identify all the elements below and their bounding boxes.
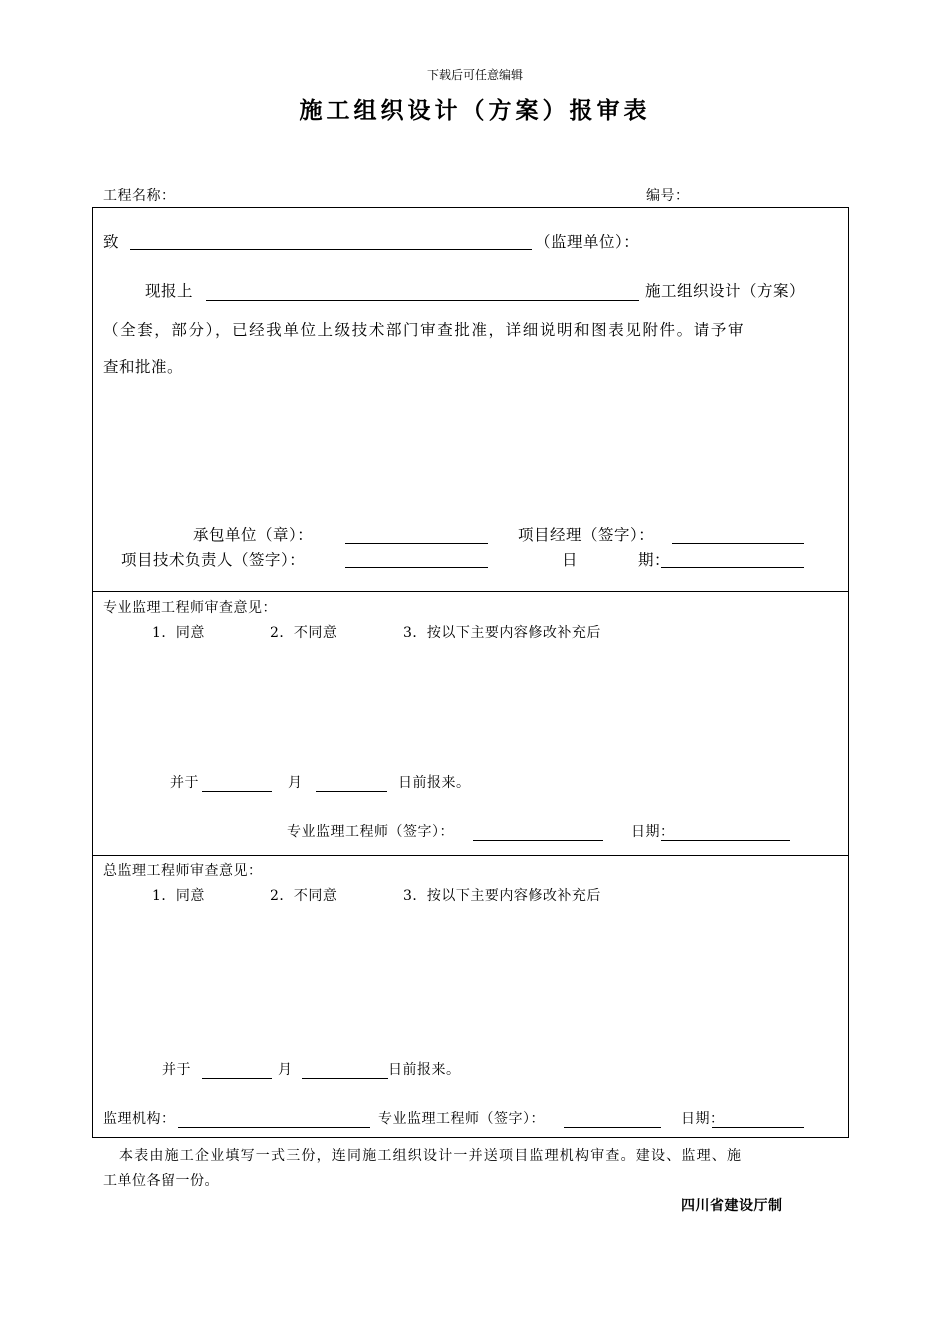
- specialist-date-field[interactable]: [661, 840, 790, 841]
- project-manager-label: 项目经理（签字）：: [518, 526, 655, 544]
- project-name-label: 工程名称：: [103, 188, 176, 204]
- section-divider-2: [92, 855, 849, 856]
- to-prefix: 致: [103, 233, 120, 251]
- supervision-org-label: 监理机构：: [103, 1111, 176, 1127]
- section-divider-1: [92, 591, 849, 592]
- chief-signer-label: 专业监理工程师（签字）：: [378, 1111, 545, 1127]
- chief-option-agree[interactable]: 1．同意: [152, 888, 205, 904]
- chief-option-revise[interactable]: 3．按以下主要内容修改补充后: [403, 888, 601, 904]
- chief-signer-field[interactable]: [564, 1127, 661, 1128]
- form-number-label: 编号：: [646, 188, 690, 204]
- report-name-field[interactable]: [206, 300, 639, 301]
- chief-date-field[interactable]: [712, 1127, 804, 1128]
- body-line-2: （全套，部分），已经我单位上级技术部门审查批准，详细说明和图表见附件。请予审: [103, 321, 746, 339]
- specialist-option-disagree[interactable]: 2．不同意: [270, 625, 338, 641]
- chief-date-label: 日期：: [681, 1111, 725, 1127]
- report-suffix: 施工组织设计（方案）: [645, 282, 806, 300]
- chief-review-heading: 总监理工程师审查意见：: [103, 863, 263, 879]
- project-manager-field[interactable]: [672, 543, 804, 544]
- report-prefix: 现报上: [145, 282, 194, 300]
- chief-deadline-suffix: 日前报来。: [388, 1062, 461, 1078]
- specialist-option-agree[interactable]: 1．同意: [152, 625, 205, 641]
- specialist-date-label: 日期：: [631, 824, 675, 840]
- contractor-field[interactable]: [345, 543, 488, 544]
- issuer-label: 四川省建设厅制: [681, 1198, 783, 1214]
- specialist-deadline-prefix: 并于: [170, 775, 199, 791]
- page-title: 施工组织设计（方案）报审表: [299, 97, 651, 124]
- supervisor-unit-field[interactable]: [130, 249, 532, 250]
- tech-lead-label: 项目技术负责人（签字）：: [121, 551, 306, 569]
- specialist-signer-field[interactable]: [473, 840, 603, 841]
- footer-note-line-1: 本表由施工企业填写一式三份，连同施工组织设计一并送项目监理机构审查。建设、监理、施: [119, 1148, 743, 1164]
- footer-note-line-2: 工单位各留一份。: [103, 1173, 219, 1189]
- date-label-a: 日: [562, 551, 579, 569]
- specialist-option-revise[interactable]: 3．按以下主要内容修改补充后: [403, 625, 601, 641]
- section1-date-field[interactable]: [661, 567, 804, 568]
- contractor-label: 承包单位（章）：: [193, 526, 314, 544]
- body-line-3: 查和批准。: [103, 358, 184, 376]
- specialist-signer-label: 专业监理工程师（签字）：: [287, 824, 454, 840]
- chief-deadline-prefix: 并于: [162, 1062, 191, 1078]
- download-note: 下载后可任意编辑: [426, 68, 523, 82]
- specialist-deadline-month: 月: [288, 775, 303, 791]
- supervision-org-field[interactable]: [178, 1127, 370, 1128]
- chief-deadline-month-field[interactable]: [202, 1078, 272, 1079]
- chief-deadline-month: 月: [278, 1062, 293, 1078]
- chief-option-disagree[interactable]: 2．不同意: [270, 888, 338, 904]
- date-label-b: 期：: [638, 551, 671, 569]
- to-suffix: （监理单位）：: [535, 233, 640, 251]
- specialist-deadline-month-field[interactable]: [202, 791, 272, 792]
- chief-deadline-day-field[interactable]: [302, 1078, 388, 1079]
- specialist-deadline-day-field[interactable]: [316, 791, 387, 792]
- specialist-review-heading: 专业监理工程师审查意见：: [103, 600, 277, 616]
- tech-lead-field[interactable]: [345, 567, 488, 568]
- specialist-deadline-suffix: 日前报来。: [398, 775, 471, 791]
- form-table: [92, 207, 849, 1138]
